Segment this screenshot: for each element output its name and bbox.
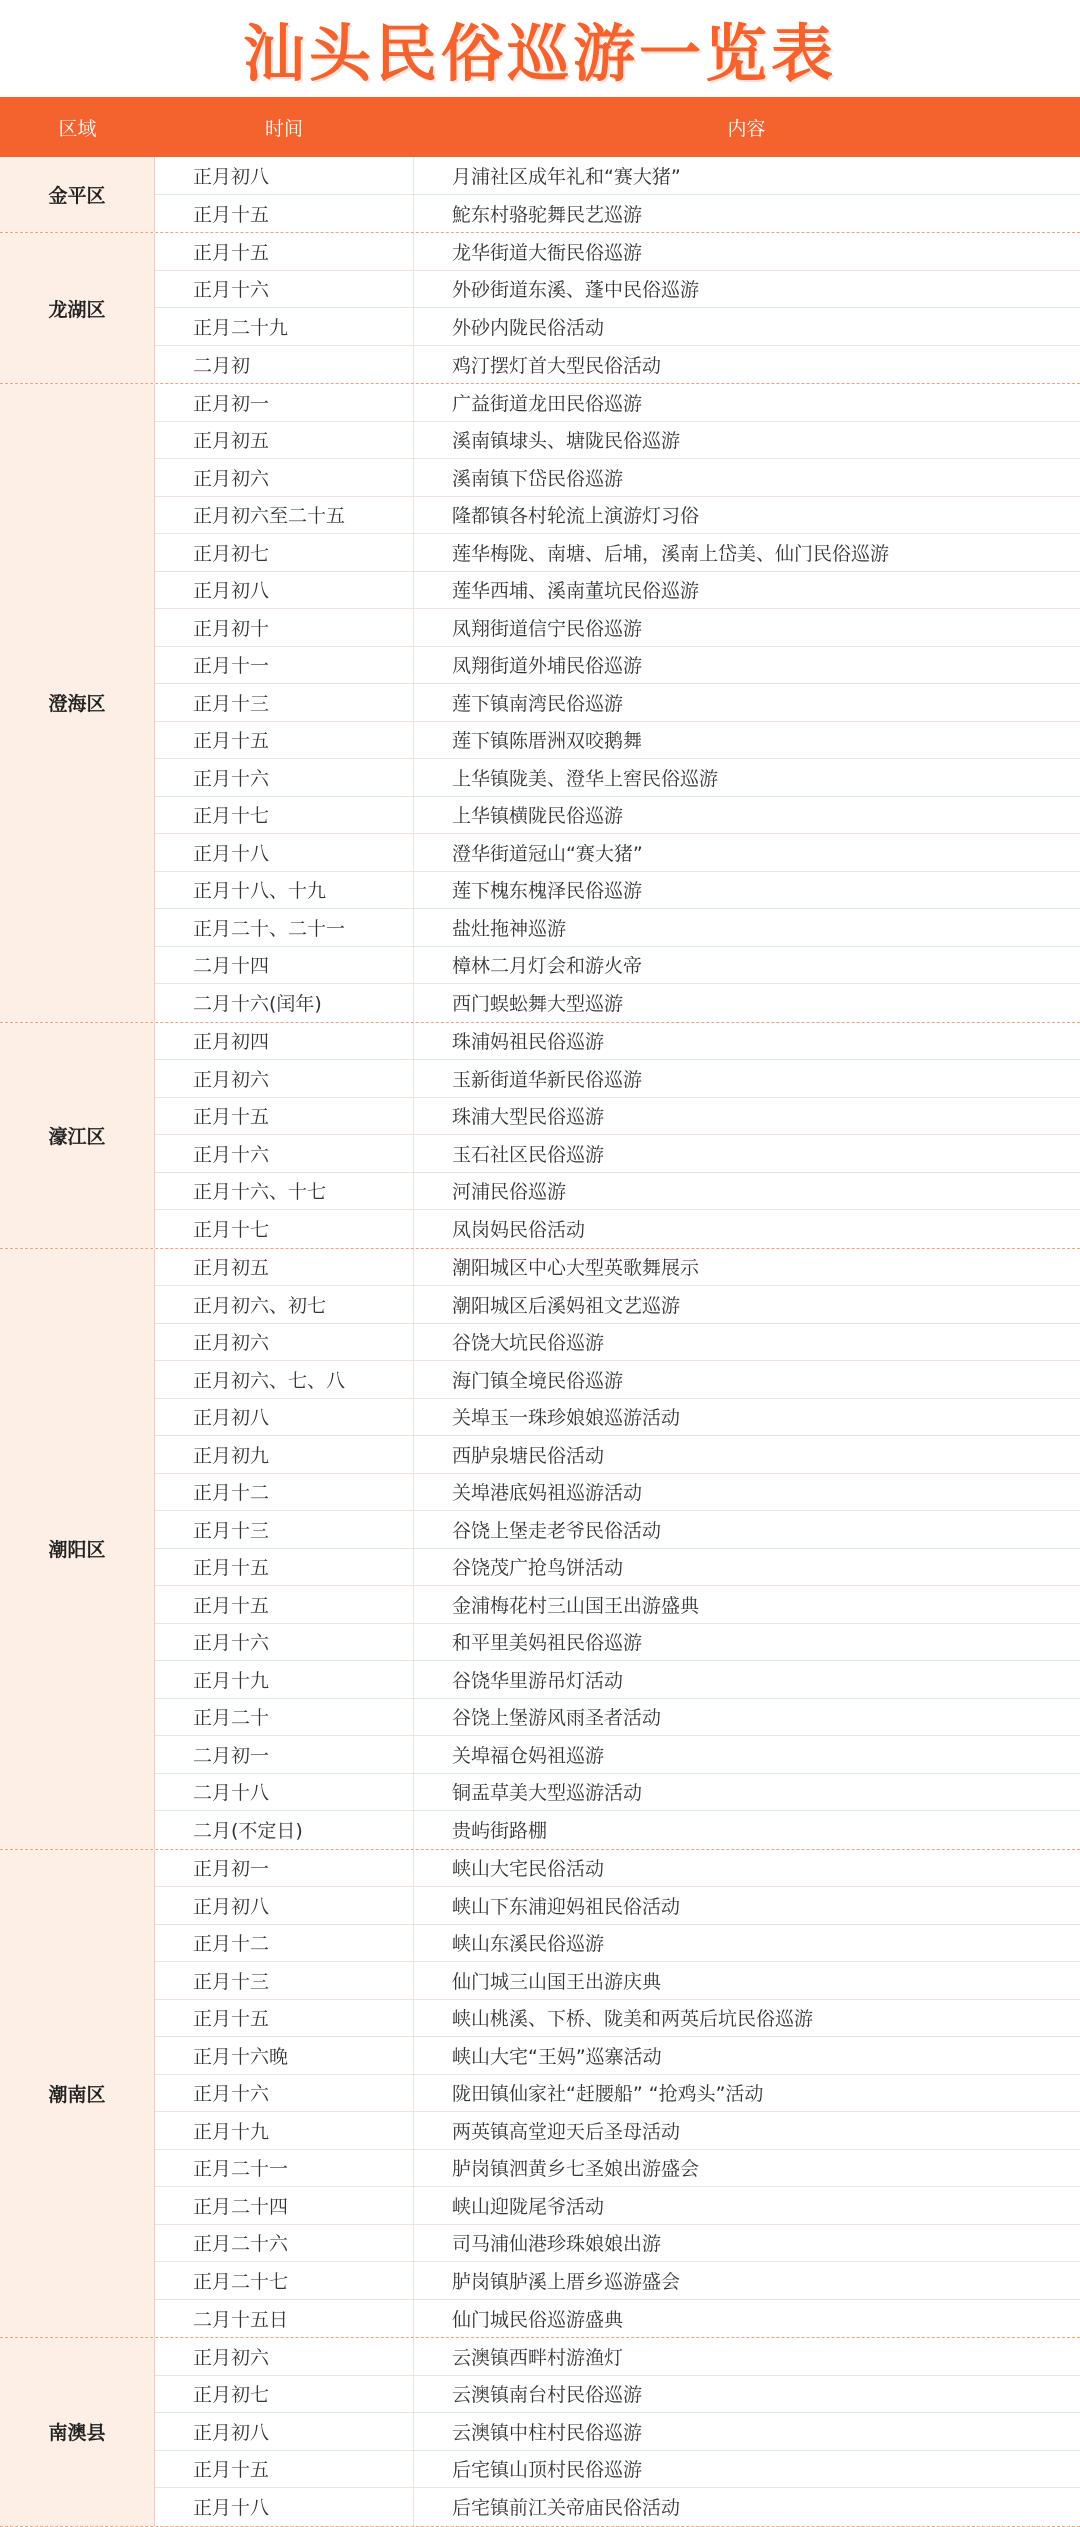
table-row [155,1925,1080,1963]
time-cell: 正月初六 [193,467,270,490]
time-cell: 正月初五 [193,1257,270,1280]
content-cell: 云澳镇西畔村游渔灯 [413,2338,1080,2375]
time-cell: 正月初六、七、八 [193,1369,346,1392]
time-cell: 正月十五 [193,1106,270,1129]
content-cell: 谷饶大坑民俗巡游 [413,1324,1080,1361]
table-row [155,984,1080,1022]
table-row [155,1023,1080,1061]
content-cell: 峡山桃溪、下桥、陇美和两英后坑民俗巡游 [413,2000,1080,2037]
district-rows [155,1850,1080,2338]
content-cell: 铜盂草美大型巡游活动 [413,1774,1080,1811]
content-cell: 金浦梅花村三山国王出游盛典 [413,1586,1080,1623]
content-cell: 关埠港底妈祖巡游活动 [413,1474,1080,1511]
content-cell: 莲华梅陇、南塘、后埔，溪南上岱美、仙门民俗巡游 [413,534,1080,571]
time-cell: 正月十五 [193,1557,270,1580]
content-cell: 谷饶华里游吊灯活动 [413,1661,1080,1698]
time-cell: 正月十八 [193,842,270,865]
content-cell: 峡山迎陇尾爷活动 [413,2187,1080,2224]
time-cell: 正月初五 [193,430,270,453]
district-group [0,2338,1080,2527]
table-row [155,157,1080,195]
content-cell: 胪岗镇胪溪上厝乡巡游盛会 [413,2262,1080,2299]
time-cell: 正月十三 [193,1519,270,1542]
time-cell: 二月十六(闰年) [193,993,322,1016]
table-row [155,346,1080,384]
table-row [155,459,1080,497]
table-row [155,2338,1080,2376]
time-cell: 二月初 [193,354,251,377]
table-row [155,1624,1080,1662]
table-row [155,497,1080,535]
content-cell: 关埠玉一珠珍娘娘巡游活动 [413,1399,1080,1436]
content-cell: 莲下槐东槐泽民俗巡游 [413,872,1080,909]
time-cell: 正月二十九 [193,316,289,339]
content-cell: 广益街道龙田民俗巡游 [413,384,1080,421]
time-cell: 正月十六 [193,767,270,790]
table-row [155,1060,1080,1098]
time-cell: 正月初八 [193,1407,270,1430]
time-cell: 正月初八 [193,1895,270,1918]
district-group [0,157,1080,233]
content-cell: 凤翔街道信宁民俗巡游 [413,609,1080,646]
table-row [155,2225,1080,2263]
table-row [155,2413,1080,2451]
content-cell: 海门镇全境民俗巡游 [413,1361,1080,1398]
district-rows [155,2338,1080,2526]
time-cell: 正月十六 [193,1143,270,1166]
time-cell: 正月十一 [193,655,270,678]
table-row [155,1511,1080,1549]
district-rows [155,1023,1080,1248]
district-label: 澄海区 [0,384,155,1022]
time-cell: 正月十三 [193,1970,270,1993]
table-row [155,759,1080,797]
content-cell: 龙华街道大衙民俗巡游 [413,233,1080,270]
table-row [155,1436,1080,1474]
page-title: 汕头民俗巡游一览表 [242,17,837,90]
content-cell: 云澳镇南台村民俗巡游 [413,2376,1080,2413]
table-row [155,1286,1080,1324]
content-cell: 西门蜈蚣舞大型巡游 [413,984,1080,1022]
table-header [0,97,1080,157]
time-cell: 正月二十一 [193,2158,289,2181]
table-row [155,1811,1080,1849]
content-cell: 陇田镇仙家社“赶腰船” “抢鸡头”活动 [413,2075,1080,2112]
time-cell: 正月十五 [193,241,270,264]
time-cell: 正月十六 [193,1632,270,1655]
district-label: 龙湖区 [0,233,155,383]
table-row [155,797,1080,835]
table-row [155,1324,1080,1362]
table-row [155,722,1080,760]
time-cell: 正月十九 [193,1669,270,1692]
time-cell: 正月初九 [193,1444,270,1467]
time-cell: 二月十五日 [193,2308,289,2331]
time-cell: 正月初八 [193,165,270,188]
time-cell: 正月初七 [193,542,270,565]
table-row [155,422,1080,460]
time-cell: 正月初六、初七 [193,1294,327,1317]
content-cell: 月浦社区成年礼和“赛大猪” [413,157,1080,194]
content-cell: 上华镇陇美、澄华上窖民俗巡游 [413,759,1080,796]
table-row [155,1210,1080,1248]
content-cell: 胪岗镇泗黄乡七圣娘出游盛会 [413,2150,1080,2187]
time-cell: 正月十八、十九 [193,880,327,903]
table-row [155,2112,1080,2150]
table-row [155,1661,1080,1699]
time-cell: 正月十六 [193,2083,270,2106]
content-cell: 河浦民俗巡游 [413,1173,1080,1210]
time-cell: 正月十五 [193,203,270,226]
time-cell: 正月十二 [193,1482,270,1505]
district-rows [155,233,1080,383]
table-row [155,572,1080,610]
table-row [155,2376,1080,2414]
content-cell: 珠浦大型民俗巡游 [413,1098,1080,1135]
header-time: 时间 [264,117,303,140]
content-cell: 峡山大宅民俗活动 [413,1850,1080,1887]
time-cell: 正月二十 [193,1707,270,1730]
content-cell: 樟林二月灯会和游火帝 [413,947,1080,984]
table-row [155,1736,1080,1774]
time-cell: 二月十四 [193,955,270,978]
table-row [155,2300,1080,2338]
table-row [155,834,1080,872]
content-cell: 澄华街道冠山“赛大猪” [413,834,1080,871]
time-cell: 二月十八 [193,1782,270,1805]
time-cell: 正月二十、二十一 [193,917,346,940]
table-row [155,1774,1080,1812]
content-cell: 峡山下东浦迎妈祖民俗活动 [413,1887,1080,1924]
table-row [155,2262,1080,2300]
table-row [155,647,1080,685]
table-row [155,2150,1080,2188]
content-cell: 两英镇高堂迎天后圣母活动 [413,2112,1080,2149]
content-cell: 谷饶茂广抢鸟饼活动 [413,1549,1080,1586]
content-cell: 溪南镇下岱民俗巡游 [413,459,1080,496]
time-cell: 正月十五 [193,2459,270,2482]
table-row [155,1586,1080,1624]
content-cell: 外砂内陇民俗活动 [413,308,1080,345]
content-cell: 外砂街道东溪、蓬中民俗巡游 [413,271,1080,308]
district-label: 潮阳区 [0,1249,155,1849]
time-cell: 正月初四 [193,1031,270,1054]
time-cell: 正月十九 [193,2120,270,2143]
district-rows [155,1249,1080,1849]
content-cell: 莲华西埔、溪南董坑民俗巡游 [413,572,1080,609]
table-row [155,2037,1080,2075]
time-cell: 正月初六至二十五 [193,505,346,528]
content-cell: 仙门城三山国王出游庆典 [413,1962,1080,1999]
content-cell: 莲下镇陈厝洲双咬鹅舞 [413,722,1080,759]
table-row [155,2187,1080,2225]
content-cell: 仙门城民俗巡游盛典 [413,2300,1080,2338]
content-cell: 盐灶拖神巡游 [413,909,1080,946]
content-cell: 谷饶上堡游风雨圣者活动 [413,1699,1080,1736]
content-cell: 后宅镇前江关帝庙民俗活动 [413,2488,1080,2526]
time-cell: 正月十二 [193,1933,270,1956]
time-cell: 正月二十六 [193,2233,289,2256]
content-cell: 谷饶上堡走老爷民俗活动 [413,1511,1080,1548]
table-row [155,2075,1080,2113]
content-cell: 玉新街道华新民俗巡游 [413,1060,1080,1097]
table-row [155,1249,1080,1287]
content-cell: 莲下镇南湾民俗巡游 [413,684,1080,721]
table-row [155,271,1080,309]
content-cell: 玉石社区民俗巡游 [413,1135,1080,1172]
table-row [155,1399,1080,1437]
district-group [0,384,1080,1023]
content-cell: 珠浦妈祖民俗巡游 [413,1023,1080,1060]
time-cell: 正月十五 [193,1594,270,1617]
table-row [155,1850,1080,1888]
time-cell: 正月十七 [193,1219,270,1242]
district-label: 南澳县 [0,2338,155,2526]
table-row [155,195,1080,233]
time-cell: 正月二十七 [193,2270,289,2293]
time-cell: 正月初七 [193,2384,270,2407]
time-cell: 正月初八 [193,2421,270,2444]
content-cell: 后宅镇山顶村民俗巡游 [413,2451,1080,2488]
table-row [155,872,1080,910]
content-cell: 隆都镇各村轮流上演游灯习俗 [413,497,1080,534]
time-cell: 正月初一 [193,1858,270,1881]
content-cell: 贵屿街路棚 [413,1811,1080,1849]
time-cell: 正月初六 [193,1332,270,1355]
time-cell: 二月(不定日) [193,1820,303,1843]
time-cell: 正月初一 [193,392,270,415]
district-group [0,233,1080,384]
content-cell: 潮阳城区中心大型英歌舞展示 [413,1249,1080,1286]
table-row [155,1173,1080,1211]
district-group [0,1023,1080,1249]
table-body [0,157,1080,2527]
header-district: 区域 [58,117,97,140]
time-cell: 正月十五 [193,2008,270,2031]
content-cell: 司马浦仙港珍珠娘娘出游 [413,2225,1080,2262]
table-row [155,1699,1080,1737]
table-row [155,1361,1080,1399]
content-cell: 和平里美妈祖民俗巡游 [413,1624,1080,1661]
table-row [155,534,1080,572]
table-row [155,233,1080,271]
content-cell: 峡山大宅“王妈”巡寨活动 [413,2037,1080,2074]
title-bar [0,0,1080,97]
table-row [155,2488,1080,2526]
time-cell: 正月初六 [193,1068,270,1091]
table-row [155,684,1080,722]
content-cell: 凤岗妈民俗活动 [413,1210,1080,1248]
content-cell: 西胪泉塘民俗活动 [413,1436,1080,1473]
content-cell: 上华镇横陇民俗巡游 [413,797,1080,834]
table-row [155,609,1080,647]
district-rows [155,157,1080,232]
time-cell: 正月十七 [193,805,270,828]
district-rows [155,384,1080,1022]
time-cell: 正月初八 [193,580,270,603]
district-group [0,1850,1080,2339]
district-label: 潮南区 [0,1850,155,2338]
time-cell: 正月十五 [193,730,270,753]
district-label: 金平区 [0,157,155,232]
table-row [155,1962,1080,2000]
district-group [0,1249,1080,1850]
content-cell: 峡山东溪民俗巡游 [413,1925,1080,1962]
content-cell: 溪南镇埭头、塘陇民俗巡游 [413,422,1080,459]
content-cell: 云澳镇中柱村民俗巡游 [413,2413,1080,2450]
time-cell: 正月十六 [193,279,270,302]
table-row [155,947,1080,985]
table-row [155,2000,1080,2038]
content-cell: 关埠福仓妈祖巡游 [413,1736,1080,1773]
time-cell: 正月初十 [193,617,270,640]
time-cell: 正月十六晚 [193,2045,289,2068]
time-cell: 正月二十四 [193,2195,289,2218]
header-content: 内容 [727,117,766,140]
time-cell: 正月十三 [193,692,270,715]
content-cell: 鸡汀摆灯首大型民俗活动 [413,346,1080,384]
table-row [155,1135,1080,1173]
time-cell: 正月十八 [193,2497,270,2520]
table-row [155,909,1080,947]
content-cell: 凤翔街道外埔民俗巡游 [413,647,1080,684]
table-row [155,1474,1080,1512]
table-row [155,2451,1080,2489]
table-row [155,1549,1080,1587]
table-row [155,308,1080,346]
table-row [155,1098,1080,1136]
table-row [155,384,1080,422]
time-cell: 正月初六 [193,2346,270,2369]
district-label: 濠江区 [0,1023,155,1248]
time-cell: 二月初一 [193,1744,270,1767]
time-cell: 正月十六、十七 [193,1181,327,1204]
content-cell: 鮀东村骆驼舞民艺巡游 [413,195,1080,233]
table-row [155,1887,1080,1925]
content-cell: 潮阳城区后溪妈祖文艺巡游 [413,1286,1080,1323]
